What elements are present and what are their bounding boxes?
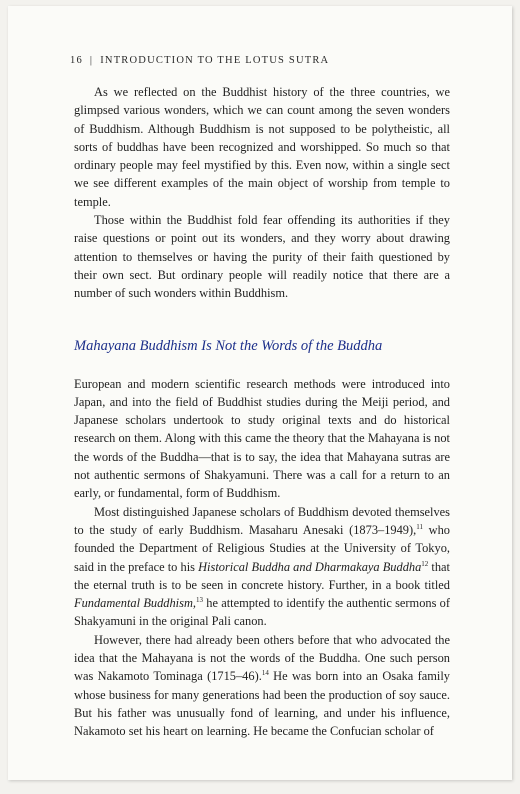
paragraph-3: European and modern scientific research methods were introduced into Japan, and into the field of Buddhist studies during the Meiji period, and Japanese scholars undertook to study original texts and do historical research on them. Along with this came the theory that the Mahayana is not the words of the Buddha—that is to say, the idea that Mahayana sutras are not authentic sermons of Shakyamuni. There was a call for a return to an early, or fundamental, form of Buddhism. xyxy=(74,376,450,501)
paragraph-2: Those within the Buddhist fold fear offending its authorities if they raise questions or point out its wonders, and they worry about drawing attention to themselves or having the purity of their faith questioned by their own sect. But ordinary people will readily notice that there are a number of such wonders within Buddhism. xyxy=(74,213,450,301)
paragraph-5 xyxy=(74,631,450,741)
footnote-ref-11[interactable]: 11 xyxy=(416,522,423,531)
paragraph-4 xyxy=(74,503,450,631)
book-title-historical-buddha: Historical Buddha and Dharmakaya Buddha xyxy=(198,559,422,574)
paragraph-5-text-a: However, there had already been others before that who advocated the idea that the Mahayana is not the words of the Buddha. One such person was Nakamoto Tominaga (1715–46). xyxy=(74,632,450,684)
footnote-ref-12[interactable]: 12 xyxy=(421,559,429,568)
book-title-fundamental-buddhism: Fundamental Buddhism, xyxy=(74,596,196,611)
page-number: 16 xyxy=(70,55,83,66)
paragraph-4-text-d: he attempted to identify the authentic sermons of Shakyamuni in the original Pali canon. xyxy=(74,596,450,629)
paragraph-5-text-b: He was born into an Osaka family whose business for many generations had been the production of soy sauce. But his father was unusually fond of learning, and under his influence, Nakamoto set his heart on learning. He became the Confucian scholar of xyxy=(74,669,450,739)
book-page xyxy=(8,6,512,780)
paragraph-1: As we reflected on the Buddhist history of the three countries, we glimpsed various wonders, which we can count among the seven wonders of Buddhism. Although Buddhism is not supposed to be polytheistic, all sorts of buddhas have been recognized and worshipped. So much so that ordinary people may feel mystified by this. Even now, within a single sect we see different examples of the main object of worship from temple to temple. xyxy=(74,85,450,209)
section-spacer xyxy=(74,303,450,337)
footnote-ref-13[interactable]: 13 xyxy=(196,596,203,604)
section-heading: Mahayana Buddhism Is Not the Words of the Buddha xyxy=(74,337,383,354)
body-text xyxy=(74,83,450,741)
running-title: INTRODUCTION TO THE LOTUS SUTRA xyxy=(100,55,330,66)
header-separator: | xyxy=(89,55,94,66)
running-header xyxy=(70,55,329,66)
paragraph-4-text-a: Most distinguished Japanese scholars of Buddhism devoted themselves to the study of early Buddhism. Masaharu Anesaki (1873–1949), xyxy=(74,504,450,537)
paragraph-4-text-b: who founded the Department of Religious Studies at the University of Tokyo, said in the preface to his xyxy=(74,522,451,574)
paragraph-4-text-c: that the eternal truth is to be seen in concrete history. Further, in a book titled xyxy=(74,559,450,592)
footnote-ref-14[interactable]: 14 xyxy=(261,669,269,678)
